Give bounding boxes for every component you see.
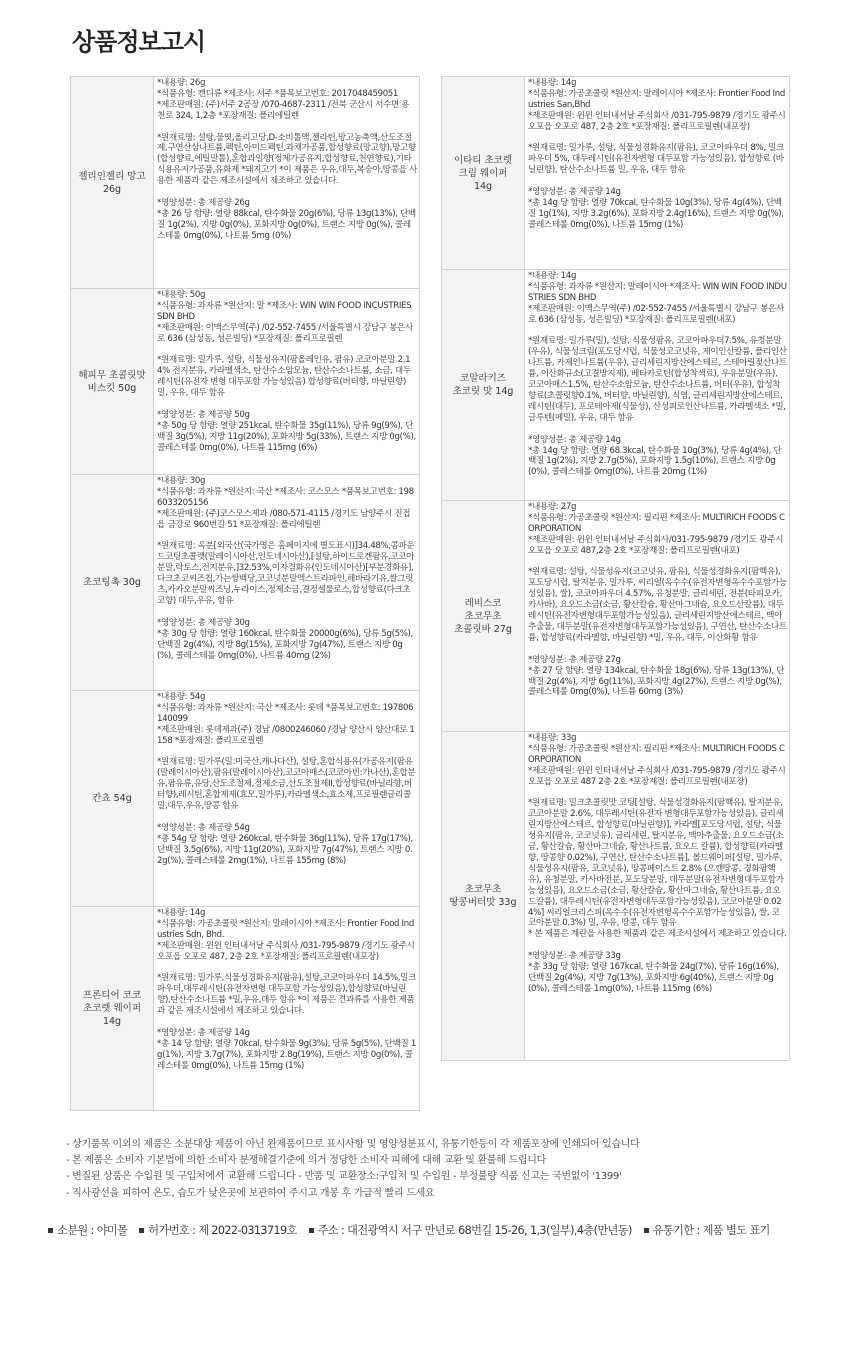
table-row	[71, 907, 420, 1111]
table-row	[71, 77, 420, 289]
right-product-column	[441, 76, 790, 1061]
footer-address-text: 주소 : 대전광역시 서구 만년로 68번길 15-26, 1,3(일부),4층(만년동)	[317, 1224, 632, 1237]
left-product-column	[70, 76, 420, 1111]
product-detail	[154, 475, 420, 691]
table-row	[71, 691, 420, 907]
footer-expiry	[644, 1222, 770, 1238]
product-detail	[525, 501, 790, 732]
square-bullet-icon	[48, 1228, 53, 1233]
seller-footer	[48, 1222, 828, 1238]
product-name: 초코무초 땅콩버터맛 33g	[442, 732, 525, 1061]
notice-item: - 변질된 상품은 수입원 및 구입처에서 교환해 드립니다 - 반품 및 교환장소:구입처 및 수입원 - 부정불량 식품 신고는 국번없이 '1399'	[66, 1171, 622, 1183]
left-product-table	[70, 76, 420, 1111]
footer-license-text: 허가번호 : 제 2022-0313719호	[148, 1224, 297, 1237]
square-bullet-icon	[644, 1228, 649, 1233]
product-name: 칸쵸 54g	[71, 691, 154, 907]
product-detail	[154, 691, 420, 907]
product-detail	[154, 77, 420, 289]
square-bullet-icon	[309, 1228, 314, 1233]
product-detail	[525, 270, 790, 501]
footer-expiry-text: 유통기한 : 제품 별도 표기	[652, 1224, 770, 1237]
page-title: 상품정보고시	[72, 28, 206, 56]
product-detail-text: *내용량: 27g *식품유형: 가공초콜릿 *원산지: 필리핀 *제조사: MULTIRICH FOODS CORPORATION *제조판매원: 윈윈 인터내셔날 주식회사/031-795-9879 /경기도 광주시 오포읍 오포로 487,2층 2호 *포장재질: 폴리프로필렌(내포) *원재료명: 설탕, 식물성유지(코코넛유, 팜유), 식물성경화유지(팜핵유), 포도당시럽, 탈지분유, 밀가루, 씨리얼(옥수수(유전자변형옥수수포함가능성있음), 쌀), 코코아파우더 4.57%, 유청분말, 글리세린, 전분(타피오카, 카사바), 요오드소금(소금, 황산칼슘, 황산마그네슘, 요오드산칼륨), 대두레시틴(유전자변형대두포함가능성있음), 글리세린지방산에스테르, 맥아추출물, 대두분말(유전자변형대두포함가능성있음), 구연산, 탄산수소나트륨, 합성향료(카라멜향, 바닐린향) *밀, 우유, 대두, 이산화황 함유 *영양성분: 총 제공량 27g *총 27 당 함량: 열량 134kcal, 탄수화물 18g(6%), 당류 13g(13%), 단백질 2g(4%), 지방 6g(11%), 포화지방 4g(27%), 트랜스 지방 0g(%), 콜레스테롤 0mg(0%), 나트륨 60mg (3%)	[528, 502, 787, 698]
product-detail	[525, 732, 790, 1061]
footer-license	[139, 1222, 296, 1238]
table-row	[442, 501, 790, 732]
product-name: 이타티 초코렛 크림 웨이퍼 14g	[442, 77, 525, 270]
product-detail-text: *내용량: 33g *식품유형: 가공초콜릿 *원산지: 필리핀 *제조사: MULTIRICH FOODS CORPORATION *제조판매원: 윈윈 인터내셔날 주식회사 /031-795-9879 /경기도 광주시 오포읍 오포로 487 2층 2호 *포장재질: 폴리프로필렌(내포장) *원재료명: 밀크초콜릿맛 코팅[설탕, 식물성경화유지(팜핵유), 탈지분유, 코코아분말 2.6%, 대두레시틴(유전자 변형대두포함가능성있음), 글리세린지방산에스테르, 합성향료(바닐린향)], 카라멜[포도당시럽, 설탕, 식물성유지(팜유, 코코넛유), 글리세린, 탈지분유, 맥아추출물, 요오드소금(소금, 황산칼슘, 황산마그네슘, 황산나트륨, 요오드 칼륨), 합성향료(카라멜향, 땅콩향 0.02%), 구연산, 탄산수소나트륨], 볼드웨이퍼[설탕, 밀가루, 식물성유지(팜유, 코코넛유), 땅콩페이스트 2.8% (으깬땅콩, 경화팜핵유), 유청분말, 카사바전분, 포도당분말, 대두분말(유전자변형대두포함가능성있음), 요오드소금(소금, 황산칼슘, 황산마그네슘, 황산나트륨, 요오드칼륨), 대두레시틴(유전자변형대두포함가능성있음), 코코아분말 0.024%] 씨리얼크리스피(옥수수(유전자변형옥수수포함가능성있음), 쌀, 코코아분말 0.3%) 밀, 우유, 땅콩, 대두 함유 * 본 제품은 계란을 사용한 제품과 같은 제조시설에서 제조하고 있습니다. *영양성분: 총 제공량 33g *총 33g 당 함량: 열량 167kcal, 탄수화물 24g(7%), 당류 16g(16%), 단백질 2g(4%), 지방 7g(13%), 포화지방 6g(40%), 트랜스 지방 0g(0%), 콜레스테롤 1mg(0%), 나트륨 115mg (6%)	[528, 733, 787, 994]
product-detail-text: *내용량: 14g *식품유형: 과자류 *원산지: 말레이시아 *제조사: WIN WIN FOOD INDUSTRIES SDN BHD *제조판매원: 이맥스무역(주) /02-552-7455 /서울특별시 강남구 봉은사로 636 (삼성동, 성은빌딩) *포장재질: 폴리프로필렌(내포) *원재료명: 밀가루(밀), 설탕, 식물성팜유, 코코아파우더7.5%, 유청분말(우유), 식물성크림(포도당시럽, 식물성코코넛유, 제이인산칼륨, 폴리인산나트륨, 카제인나트륨(우유), 글리세린지방산에스테르, 스테아릴젖산나트륨, 이산화규소(고결방지제), 베타카로틴(합성착색료), 우유분말(우유), 코코아매스1.5%, 탄산수소암모늄, 탄산수소나트륨, 버터(우유), 합성착향료(초콜릿향0.1%, 버터향, 바닐린향), 식염, 글리세린지방산에스테르, 레시틴(대두), 프로테아제(식물성), 산성피로인산나트륨, 카라멜색소 *밀, 글루텐(메밀), 우유, 대두 함유 *영양성분: 총 제공량 14g *총 14g 당 함량: 열량 68.3kcal, 탄수화물 10g(3%), 당류 4g(4%), 단백질 1g(2%), 지방 2.7g(5%), 포화지방 1.5g(10%), 트랜스 지방 0g(0%), 콜레스테롤 0mg(0%), 나트륨 20mg (1%)	[528, 271, 787, 478]
footer-address	[309, 1222, 632, 1238]
product-name: 젤리인젤리 망고 26g	[71, 77, 154, 289]
product-name: 초코팅촉 30g	[71, 475, 154, 691]
product-name: 프론티어 코코 초코렛 웨이퍼 14g	[71, 907, 154, 1111]
product-detail	[525, 77, 790, 270]
product-detail-text: *내용량: 26g *식품유형: 캔디류 *제조사: 서주 *품목보고번호: 2017048459051 *제조판매원: (주)서주 2공장 /070-4687-2311 /전북 군산시 서수면 용천로 324, 1,2층 *포장재질: 폴리에틸렌 *원재료명: 설탕,물엿,올리고당,D-소비톨액,젤라틴,망고농축액,산도조절제,구연산삼나트륨,펙틴,아미드펙틴,과채가공품,합성향료(망고향),망고향(합성향료,에틸말톨),혼합과일향(정제가공유지,합성향료,천연향료),기타 식용유지가공품,유화제 *돼지고기 *이 제품은 우유,대두,복숭아,땅콩을 사용한 제품과 같은 제조시설에서 제조하고 있습니다. *영양성분: 총 제공량 26g *총 26 당 함량: 열량 88kcal, 탄수화물 20g(6%), 당류 13g(13%), 단백질 1g(2%), 지방 0g(0%), 포화지방 0g(0%), 트랜스 지방 0g(%), 콜레스테롤 0mg(0%), 나트륨 5mg (0%)	[157, 78, 417, 241]
notice-list	[66, 1137, 786, 1202]
footer-seller	[48, 1222, 127, 1238]
table-row	[71, 289, 420, 475]
table-row	[442, 732, 790, 1061]
table-row	[442, 270, 790, 501]
footer-seller-text: 소분원 : 야미몰	[57, 1224, 128, 1237]
product-detail-text: *내용량: 14g *식품유형: 가공초콜릿 *원산지: 말레이시아 *제조사: Frontier Food Industries Sdn, Bhd. *제조판매원: 윈윈 인터내셔날 주식회사 /031-795-9879 /경기도 광주시 오포읍 오포로 487, 2층 2호 *포장재질: 폴리프로필렌(내포장) *원재료명: 밀가루,식물성경화유지(팜유),설탕,코코아파우더 14.5%,밀크파우더,대두레시틴(유전자변형 대두포함 가능성있음),합성향료(바닐린향),탄산수소나트륨 *밀,우유,대두 함유 *이 제품은 견과류를 사용한 제품과 같은 제조시설에서 제조하고 있습니다. *영양성분: 총 제공량 14g *총 14 당 함량: 열량 70kcal, 탄수화물 9g(3%), 당류 5g(5%), 단백질 1g(1%), 지방 3.7g(7%), 포화지방 2.8g(19%), 트랜스 지방 0g(0%), 콜레스테롤 0mg(0%), 나트륨 15mg (1%)	[157, 908, 417, 1071]
right-product-table	[441, 76, 790, 1061]
table-row	[442, 77, 790, 270]
product-detail-text: *내용량: 30g *식품유형: 과자류 *원산지: 국산 *제조사: 코스모스 *품목보고번호: 1986033205156 *제조판매원: (주)코스모스제과 /080-571-4115 /경기도 남양주시 진접읍 금강로 960번길 51 *포장재질: 폴리에틸렌 *원재료명: 옥분[외국산(국가명은 홈페이지에 별도표시)]34.48%,콤파운드코팅초콜렛(말레이시아산,인도네시아산),[설탕,하이드로겐팜유,코코아분말,락토스,전지분유,]32.53%,이자겸화유(인도네시아산)[부분경화유],다크초코씨즈칩,가는쌍백당,코코넛분말엑스트라파인,해바라기유,쌀그릿츠,카카오분말씨즈닝,누라이스,정제소금,결정셀룰로스,합성향료(다크초코향) 대두,우유, 함유 *영양성분: 총 제공량 30g *총 30g 당 함량: 열량 160kcal, 탄수화물 20000g(6%), 당류 5g(5%), 단백질 2g(4%), 지방 8g(15%), 포화지방 7g(47%), 트랜스 지방 0g(%), 콜레스테롤 0mg(0%), 나트륨 40mg (2%)	[157, 476, 415, 661]
notice-item: - 본 제품은 소비자 기본법에 의한 소비자 분쟁해결기준에 의거 정당한 소비자 피해에 대해 교환 및 환불해 드립니다	[66, 1155, 546, 1167]
square-bullet-icon	[139, 1228, 144, 1233]
notice-item: - 직사광선을 피하여 온도, 습도가 낮은곳에 보관하여 주시고 개봉 후 가급적 빨리 드세요	[66, 1187, 435, 1199]
product-detail	[154, 907, 420, 1111]
product-name: 해피무 초콜릿맛 비스킷 50g	[71, 289, 154, 475]
product-detail-text: *내용량: 54g *식품유형: 과자류 *원산지: 국산 *제조사: 롯데 *품목보고번호: 197806140099 *제조판매원: 롯데제과(주) 경남 /0800246060 /경남 양산시 양산대로 1158 *포장재질: 폴리프로필렌 *원재료명: 밀가루(밀:미국산,캐나다산), 설탕,혼합식용유(가공유지(팜유(말레이시아산),팜유(말레이시아산),코코아매스(코코아빈:가나산),혼합분유,팜유류,유당,산도조절제,정제소금,산도조절제II,합성향료(바닐라향,버터향),레시틴,혼합제제(효모,밀가루),카라멜색소,효소제,프로필렌글리콜 밀,대두,우유,땅콩 함유 *영양성분: 총 제공량 54g *총 54g 당 함량: 열량 260kcal, 탄수화물 36g(11%), 당류 17g(17%), 단백질 3.5g(6%), 지방 11g(20%), 포화지방 7g(47%), 트랜스 지방 0.2g(%), 콜레스테롤 2mg(1%), 나트륨 155mg (8%)	[157, 692, 416, 866]
product-name: 레비스코 초코무초 초콜릿바 27g	[442, 501, 525, 732]
notice-item: - 상기품목 이외의 제품은 소분대상 제품이 아닌 완제품이므로 표시사항 및 영양성분표시, 유통기한등이 각 제품포장에 인쇄되어 있습니다	[66, 1139, 640, 1150]
table-row	[71, 475, 420, 691]
product-detail-text: *내용량: 50g *식품유형: 과자류 *원산지: 말 *제조사: WIN WIN FOOD INCUSTRIES SDN BHD *제조판매원: 이맥스무역(주) /02-552-7455 /서울특별시 강남구 봉은사로 636 (삼성동, 성은빌딩) *포장재질: 폴리프로필렌 *원재료명: 밀가루, 설탕, 식물성유지(팜올레인유, 팜유) 코코아분말 2.14% 전지분유, 카라멜색소, 탄산수소암모늄, 탄산수소나트륨, 소금, 대두레시틴(유전자 변형 대두포함 가능성있음) 합성향료(버터향, 바닐린향) 밀, 우유, 대두 함유 *영양성분: 총 제공량 50g *총 50g 당 함량: 열량 251kcal, 탄수화물 35g(11%), 당류 9g(9%), 단백질 3g(5%), 지방 11g(20%), 포화지방 5g(33%), 트랜스 지방 0g(%), 콜레스테롤 0mg(0%), 나트륨 115mg (6%)	[157, 290, 416, 453]
product-name: 코알라키즈 초코릿 맛 14g	[442, 270, 525, 501]
product-detail-text: *내용량: 14g *식품유형: 가공초콜릿 *원산지: 말레이시아 *제조사: Frontier Food Industries San,Bhd *제조판매원: 윈윈 인터내셔날 주식회사 /031-795-9879 /경기도 광주시 오포읍 오포로 487, 2층 2호 *포장재질: 폴리프로필렌(내포장) *원재료명: 밀가루, 설탕, 식물성경화유지(팜유), 코코아파우더 8%, 밀크파우더 5%, 대두레시틴(유전자변형 대두포함 가능성있음), 합성향료 (바닐린향), 탄산수소나트륨 밀, 우유, 대두 함유 *영양성분: 총 제공량 14g *총 14g 당 함량: 열량 70kcal, 탄수화물 10g(3%), 당류 4g(4%), 단백질 1g(1%), 지방 3.2g(6%), 포화지방 2.4g(16%), 트랜스 지방 0g(%), 콜레스테롤 0mg(0%), 나트륨 15mg (1%)	[528, 78, 786, 230]
product-detail	[154, 289, 420, 475]
